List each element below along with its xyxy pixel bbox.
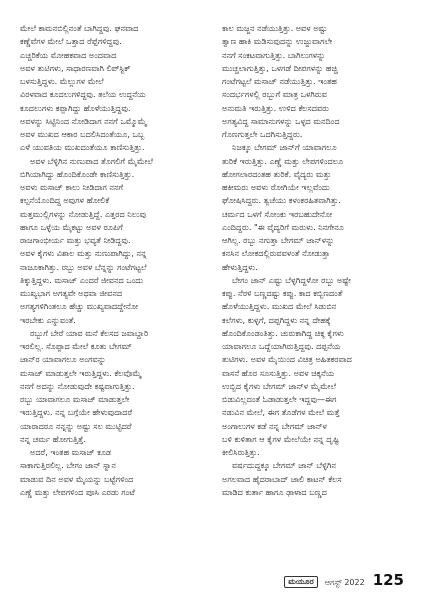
text-line: ಯಾರಾದರೂ ನನ್ನನ್ನು ಅಷ್ಟು ಸಲ ಮುಟ್ಟಿದರೆ [20,420,132,431]
text-line: ಅವಳ ಬೆಳ್ಳಿಗಿನ ನುಣುಪಾದ ತೊಗಲಿಗೆ ಮೈಮೇಲೆ [30,155,153,166]
magazine-name [284,576,321,588]
text-line: ಮುಚ್ಚಲಾಗುತ್ತಿತ್ತು, ಒಳಗಡೆ ದೀಪಗಳನ್ನು ಹಚ್ಚಿ [222,62,338,73]
text-line: ಕೂದಲುಗಳು ಕಪ್ಪಾಗಿದ್ದು ಹೊಳೆಯುತ್ತಿದ್ದವು. [20,102,131,113]
text-line: ವರ್ಷದುದ್ದಕ್ಕೂ ಬೇಗಮ್ ಜಾನ್ ಬೆಳ್ಳಿಗಿನ [232,460,336,471]
text-line: ಬಳಸುತ್ತಿದ್ದಳು. ಮೆಲ್ಲುಗಳ ಮೇಲೆ [20,76,104,86]
text-line: ಬೇಗಂ ಜಾನ್ ಎಷ್ಟು ಬೆಳ್ಳಗಿದ್ದಳೋ ರಬ್ಬು ಅಷ್ಟೇ [232,274,351,285]
text-line: ಕಲೆಗಳು, ಕುಳ್ಳಗೆ, ದಪ್ಪಗಿದ್ದಳು ನನ್ನ ದೇಹಕ್ಕೆ [222,314,331,325]
text-line: ನನಗೆ ಸಂಕಟವಾಗುತ್ತಿತ್ತು. ಬಾಗಿಲುಗಳನ್ನು [222,49,326,60]
text-line: ಹೊಳೆಯುತ್ತಿದ್ದಳು. ಮುಖದ ಮೇಲೆ ಸಿಡುಬಿನ [222,301,337,312]
page-footer [284,573,404,588]
text-line: ನಿಜಕ್ಕೂ ಬೇಗಮ್ ಜಾನ್‌ಗೆ ಯಾವಾಗಲೂ [232,142,337,153]
issue-date: ಆಗಸ್ಟ್ 2022 [324,578,365,587]
text-line: ಕಲ್ಪನೆಯೊಂದಿದ್ದ ಅವುಗಳ ಹೋಲಿಕೆ [20,195,110,206]
text-line: ಮಾಡಿದ ಕುರ್ತಾ ಹಾಗೂ ಢಾಳಾದ ಬಣ್ಣದ [222,486,327,497]
text-line: ವಾಸನೆ ಹೊರ ಸೂಸುತ್ತಿತ್ತು. ಅವಳ ಚಿಕ್ಕನೆಯ [222,367,335,378]
text-line: ಕಾಲ ಮಜ್ಜನ ನಡೆಯುತ್ತಿತ್ತು. ಅವಳ ಅಷ್ಟು [222,23,328,33]
text-line: ಹೊಂದಿಕೊಂಡಂತಿತ್ತು. ಚುರುಕಾಗಿದ್ದ ಚಿಕ್ಕ ಕೈಗಳು [222,327,344,338]
text-line: ಮತ್ತಮುಲ್ಲಿಗಳನ್ನು ನೋಡುತ್ತಿದ್ದೆ. ಎತ್ತರದ ನಿಲುವು [20,208,147,219]
text-line: ಹಾಗೂ ಒಳ್ಳೆಯ ಮೈಕಟ್ಟು ಅವಳ ರೂಪಿಗೆ [20,221,123,232]
text-line: ಅವಳು ಮಸಾಜ್ ಕಾಲು ನೀಡಿದಾಗ ನನಗೆ [20,182,124,192]
text-line: ಇರುತ್ತಿದ್ದಳು. ನನ್ನ ಬಗ್ಗೆಯೇ ಹೇಳುವುದಾದರೆ [20,407,133,418]
text-line: ಘೋಷಿಸಿದ್ದರು. ತ್ವಚೆಯು ಕಳಂಕರಹಿತವಾಗಿತ್ತು. [222,195,341,206]
text-line: ಅಗತ್ಯಗಳಿಗಿಂತಲೂ ಹೆಚ್ಚು ಮುಖ್ಯವಾದದ್ದೇನೋ [20,301,139,312]
text-line: ಅಗತ್ಯವಿದ್ದ ಸಾಮಾನುಗಳನ್ನು ಒಳ್ಳದ ಮನದಿಂದ [222,115,340,126]
text-line: ಆಗಿಲ್ಲ. ರಬ್ಬು ನಗುತ್ತಾ ಬೇಗಮ್ ಜಾನ್‌ಳನ್ನು [222,235,335,245]
text-line: ಸಂದರ್ಭಗಳಲ್ಲಿ ರಬ್ಬುಗೆ ಮಾತ್ರ ಒಳಗಿರುವ [222,89,327,100]
text-line: ಗೊಣಗುತ್ತಲೇ ಒದಗಿಸುತ್ತಿದ್ದರು. [222,129,303,139]
text-line: ಮುಖ್ಯಭಾಗ ಅಗತ್ಯವೇ ಅಥವಾ ಜೀವನದ [20,288,123,298]
page-number: 125 [372,571,404,589]
right-column [222,22,404,499]
text-line: ಕನಸಿನ ಲೋಕದಲ್ಲಿರುವವಳಂತೆ ನೋಡುತ್ತಾ [222,248,330,259]
text-line: ಗಂಟೆಗಟ್ಟಲೆ ಮಸಾಜ್ ನಡೆಯುತ್ತಿತ್ತು. ಇಂತಹ [222,76,337,86]
text-line: ಇರಬೇಕು ಎನ್ನುವಂತೆ. [20,314,76,325]
text-line: ವಿರಳವಾದ ಕೂದಲುಗಳಿದ್ದವು. ತಲೆಯ ಉದ್ದನೆಯ [20,89,146,100]
text-line: ಎಚ್ಚರಿಕೆಯ ಮೋಹಕವಾದ ಅಂದವಾದ [20,49,117,60]
text-line: ಬಳಿ ಕುಳಿತಾಗ ಆ ಕೈಗಳ ಮೇಲೆಯೇ ನನ್ನ ದೃಷ್ಟಿ [222,433,340,444]
text-line: ಅವಳ ಕೈಗಳು ವಿಶಾಲ ಮತ್ತು ನುಣುಪಾಗಿದ್ದು, ನನ್ನ [20,248,147,259]
magazine-logo: ಮಯೂರ [284,576,318,588]
text-line: ಬಿಗಿಯಾಗಿದ್ದು ಹೊಂದಿಕೊಂಡೇ ಕಾಣಿಸುತ್ತಿತ್ತು. [20,168,135,179]
text-line: ತಿಕ್ಕುತ್ತಿದ್ದಳು. ಮಸಾಜ್ ಎಂದರೆ ಜೀವನದ ಒಂದು [20,274,144,285]
text-line: ಅವಳ ತುಟಿಗಳು, ಸಾಧಾರಣವಾಗಿ ಲಿಪ್‌ಸ್ಟಿಕ್ [20,62,131,73]
text-line: ರಬ್ಬುಗೆ ಬೇರೆ ಯಾವ ಮನೆ ಕೆಲಸದ ಜವಾಬ್ದಾರಿ [30,327,149,338]
left-column [20,22,202,499]
text-line: ಅವಳನ್ನು ಸಿಟ್ಟಿನಿಂದ ನೋಡಿದಾಗ ನನಗೆ ಒಮ್ಮೊಮ್ಮೆ [20,115,147,126]
text-line: ಮಾಡುವ ದಿನ ಅವಳ ಮೈಯನ್ನು ಬಟ್ಟೆಗಳಿಂದ [20,473,134,484]
text-line: ಬಿಡುವಿಲ್ಲದಂತೆ ಓಡಾಡುತ್ತಲೇ ಇದ್ದವು—ಈಗ [222,394,337,404]
text-line: ಕೀಲಿಸಿರುತ್ತಿತ್ತು. [222,447,260,457]
text-line: ಎಂದಿದ್ದರು. "ಈ ವೈದ್ಯರಿಗೆ ಮರುಳು. ನಿನಗೇನೂ [222,221,344,232]
text-line: ನಡುವಿನ ಮೇಲೆ, ಈಗ ತೊಡೆಗಳ ಮೇಲೆ ಮತ್ತೆ [222,407,340,418]
text-line: ಯಾವಾಗಲೂ ಒದ್ದೆಯಾಗಿರುತ್ತಿದ್ದವು. ದಪ್ಪನೆಯ [222,341,341,351]
text-line: ತುರಿಕೆ ಇರುತ್ತಿತ್ತು. ಎಣ್ಣೆ ಮತ್ತು ಲೇಪಗಳಿಂದಲೂ [222,155,344,166]
text-line: ಕಪ್ಪು. ನೆರಳಿ ಬಣ್ಣದಷ್ಟು ಕಪ್ಪು. ಕಾದ ಕಬ್ಬಿಣದಂತೆ [222,288,343,298]
text-line: ಅಂಗಾಲುಗಳ ಕಡೆ ನನ್ನ ಬೇಗಮ್ ಜಾನ್‌ಳ [222,420,327,431]
text-line: ಹೇಳುತ್ತಿದ್ದಳು. [222,261,258,272]
text-line: ಅದರೆ, ಇಂತಹ ಮಸಾಜ್ ಕೂಡ [30,447,112,457]
text-line: ಮಸಾಜ್ ಮಾಡುತ್ತಲೇ ಇರುತ್ತಿದ್ದಳು. ಕೆಲವೊಮ್ಮೆ [20,367,142,378]
text-line: ಮೇಲೆ ಕಾಮನಬಿಲ್ಲಿನಂತೆ ಬಾಗಿದ್ದವು. ಘನವಾದ [20,23,139,33]
text-line: ಚರ್ಮದ ಒಳಗೆ ಸೋಂಕು ಇರಬಹುದೇನೋ [222,208,333,219]
text-line: ನನ್ನ ಚರ್ಮ ಹೋಗುತ್ತಿತ್ತೆ. [20,433,86,444]
text-line: ರಾಜಗಾಂಭೀರ್ಯ ಮತ್ತು ಭವ್ಯತೆ ನೀಡಿದ್ದವು. [20,235,131,245]
text-line: ನನಗೆ ಅದನ್ನು ನೋಡುವುದೇ ಕಷ್ಟವಾಗುತ್ತಿತ್ತು. [20,380,135,391]
text-line: ಅವಳ ಮುಖದ ಆಕಾರ ಬದಲಿಸಿದಂತೆಯೂ, ಒಬ್ಬ [20,129,145,139]
text-line: ನಾಜೂಕಾಗಿತ್ತು. ರಬ್ಬು ಅವಳ ಬೆನ್ನನ್ನು ಗಂಟೆಗಟ್ಟಲೆ [20,261,147,272]
text-line: ಹೋಗಲಾರದಂತಹ ತುರಿಕೆ. ವೈದ್ಯರು ಮತ್ತು [222,168,332,179]
text-line: ಕಣ್ಣೆವೆಗಳ ಮೇಲೆ ಒತ್ತಾದ ರೆಪ್ಪೆಗಳಿದ್ದವು. [20,36,122,47]
text-line: ಅಗಲವಾದ ಹೈದರಾಬಾದ್ ಜಾಲಿ ಕಾಟನ್ ಕೆಲಸ [222,473,342,484]
text-line: ಜಾನ್‌ರ ಯಾವಾಗಲೂ ಅಂಗವನ್ನು [20,354,106,365]
text-line: ಹಕೀಮರು ಅವಳು ರೋಗಿಯೇ ಇಲ್ಲವೆಂದು [222,182,330,192]
text-line: ತ್ವಾಣ ಹಾಕಿ ಮಡಿಸುವುದನ್ನು ಉಜ್ಜುವಾಗಲೇ [222,36,333,47]
text-line: ಉಬ್ಬಿದ ಕೈಗಳು ಬೇಗಮ್ ಜಾನ್‌ಳ ಮೈಮೇಲೆ [222,380,337,391]
text-line: ರಬ್ಬು ಯಾವಾಗಲೂ ಮಸಾಜ್ ಮಾಡುತ್ತಲೇ [20,394,130,404]
text-line: ತುಟಿಗಳು. ಅವಳ ಮೈಯಿಂದ ವಿಚಿತ್ರ ಅಹಿತಕರವಾದ [222,354,352,365]
text-line: ಅನುಮತಿ ಇರುತ್ತಿತ್ತು. ಉಳಿದ ಕೆಲಸದವರು [222,102,329,113]
text-line: ಇರಲಿಲ್ಲ. ಸೊಪ್ಪಾದ ಮೇಲೆ ಕೂತು ಬೇಗಮ್ [20,341,132,351]
text-line: ಎಣ್ಣೆ ಮತ್ತು ಲೇಪಗಳಿಂದ ಪೂಸಿ ಎರಡು ಗಂಟೆ [20,486,135,497]
text-line: ಎಳೆ ಯುವತಿಯ ಮುಖದಂತೆಯೂ ಕಾಣಿಸುತ್ತಿತ್ತು. [20,142,145,153]
text-line: ಸಾಕಾಗುತ್ತಿರಲಿಲ್ಲ. ಬೇಗಂ ಜಾನ್ ಸ್ನಾನ [20,460,116,471]
